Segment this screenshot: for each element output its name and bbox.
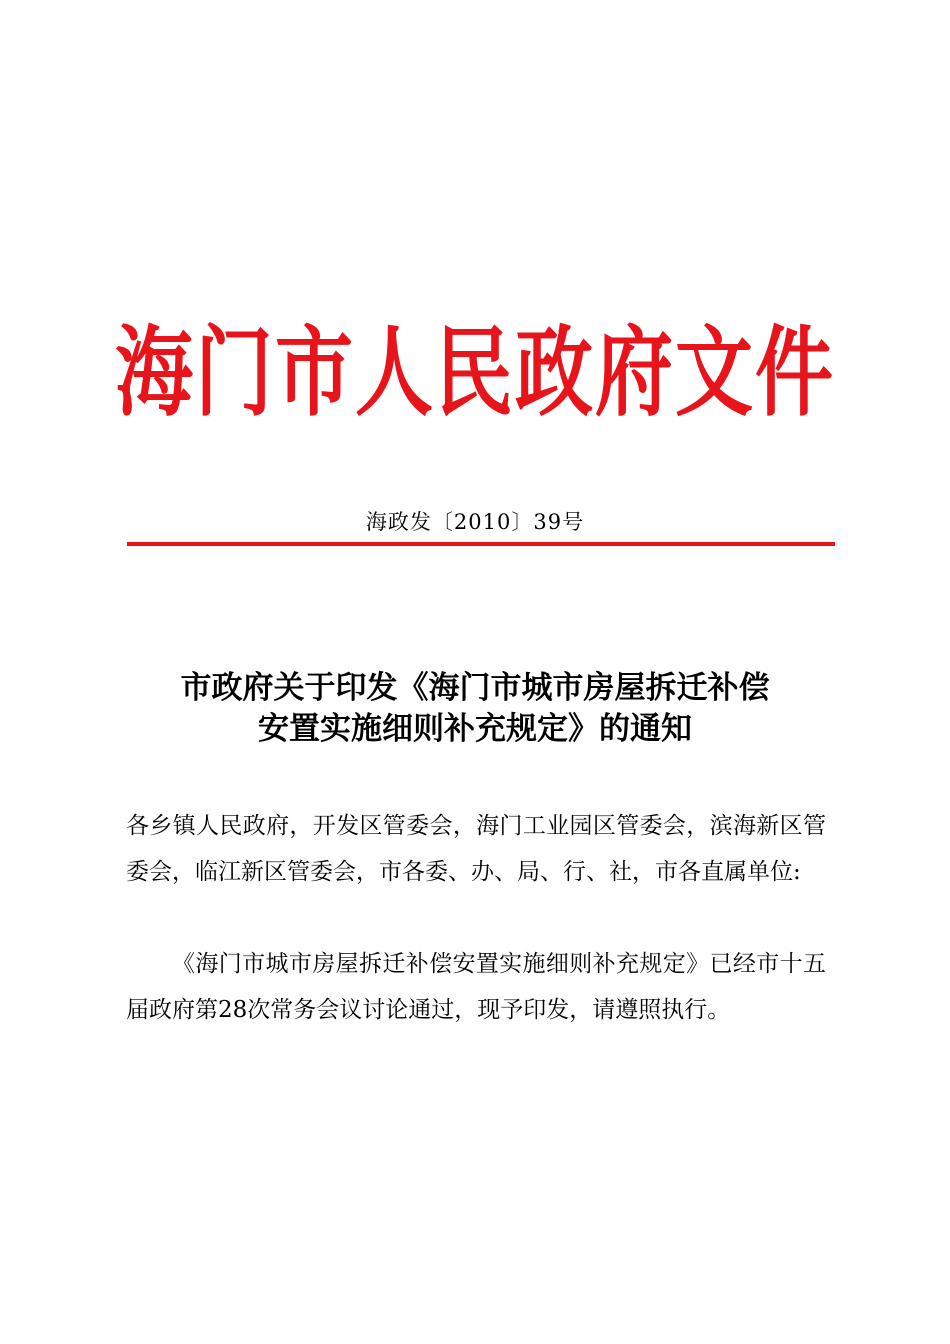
masthead-title: 海门市人民政府文件 bbox=[115, 317, 836, 430]
document-title bbox=[100, 668, 850, 750]
document-title-line-1: 市政府关于印发《海门市城市房屋拆迁补偿 bbox=[180, 670, 770, 706]
document-number: 海政发〔2010〕39号 bbox=[365, 510, 585, 534]
body-paragraph: 《海门市城市房屋拆迁补偿安置实施细则补充规定》已经市十五届政府第28次常务会议讨论通过，现予印发，请遵照执行。 bbox=[126, 951, 826, 1023]
red-divider-rule bbox=[127, 542, 835, 546]
document-title-line-2: 安置实施细则补充规定》的通知 bbox=[258, 711, 692, 747]
addressee-paragraph: 各乡镇人民政府，开发区管委会，海门工业园区管委会，滨海新区管委会，临江新区管委会，市各委、办、局、行、社，市各直属单位: bbox=[126, 813, 826, 885]
